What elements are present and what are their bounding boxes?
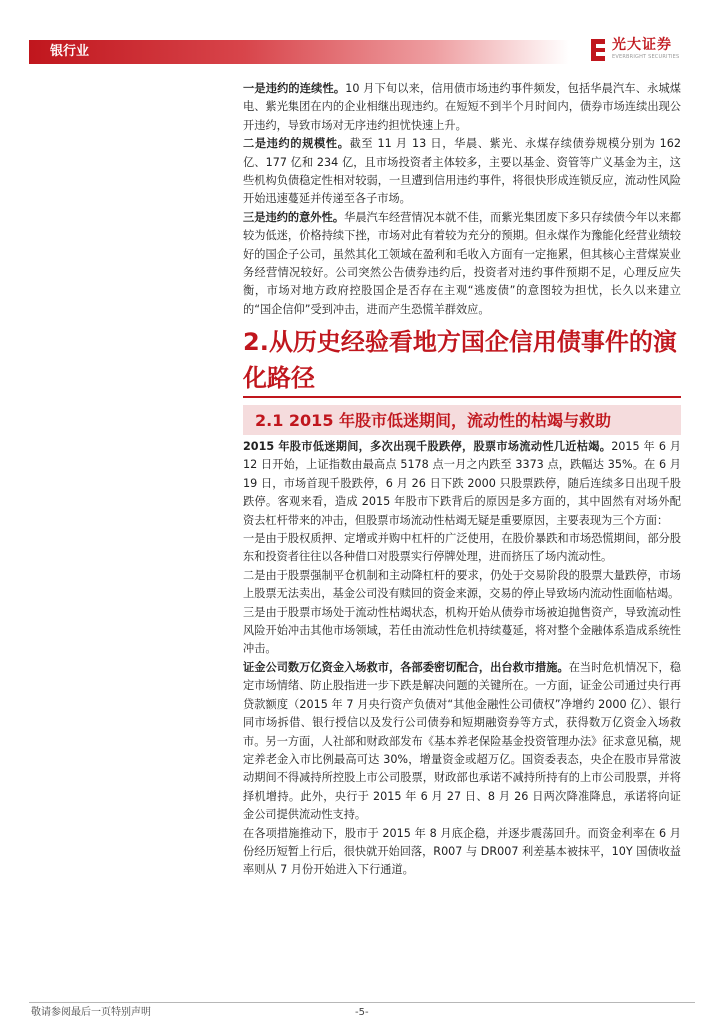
paragraph-lead: 三是违约的意外性。	[243, 210, 345, 224]
paragraph-2	[243, 135, 681, 209]
paragraph-text: 三是由于股票市场处于流动性枯竭状态，机构开始从债券市场被迫抛售资产，导致流动性风险开始冲击其他市场领域，若任由流动性危机持续蔓延，将对整个金融体系造成系统性冲击。	[243, 605, 681, 656]
sector-tag	[29, 40, 569, 64]
footer-disclaimer: 敬请参阅最后一页特别声明	[31, 1007, 151, 1018]
paragraph-text: 截至 11 月 13 日，华晨、紫光、永煤存续债券规模分别为 162 亿、177 亿和 234 亿，且市场投资者主体较多，主要以基金、资管等广义基金为主，这些机构负债稳定性相对较弱，一旦遭到信用违约事件，将很快形成连锁反应，流动性风险开始迅速蔓延并传递至各子市场。	[243, 137, 681, 206]
subsection-paragraphs	[243, 438, 681, 880]
paragraph-text: 2015 年 6 月 12 日开始，上证指数由最高点 5178 点一月之内跌至 3373 点，跌幅达 35%。在 6 月 19 日，市场首现千股跌停，6 月 26 日下跌 2000 只股票跌停，随后连续多日出现千股跌停。客观来看，造成 2015 年股市下跌背后的原因是多方面的，其中固然有对场外配资去杠杆带来的冲击，但股票市场流动性枯竭无疑是重要原因，主要表现为三个方面：	[243, 440, 681, 527]
paragraph-text: 10 月下旬以来，信用债市场违约事件频发，包括华晨汽车、永城煤电、紫光集团在内的企业相继出现违约。在短短不到半个月时间内，债券市场连续出现公开违约，导致市场对无序违约担忧快速上升。	[243, 82, 681, 132]
heading-rule	[243, 396, 681, 398]
sector-label: 银行业	[50, 44, 90, 59]
paragraph-4	[243, 438, 681, 530]
paragraph-9	[243, 825, 681, 880]
paragraph-text: 在各项措施推动下，股市于 2015 年 8 月底企稳，并逐步震荡回升。而资金利率在 6 月份经历短暂上行后，很快就开始回落，R007 与 DR007 利差基本被抹平，10Y 国债收益率则从 7 月份开始进入下行通道。	[243, 826, 681, 877]
footer-rule	[29, 1002, 695, 1003]
section-intro-paragraphs	[243, 80, 681, 319]
logo-text: 光大证券	[612, 37, 672, 53]
paragraph-6	[243, 567, 681, 604]
paragraph-3	[243, 209, 681, 319]
paragraph-8	[243, 659, 681, 825]
paragraph-lead: 二是违约的规模性。	[243, 137, 350, 151]
paragraph-lead: 证金公司数万亿资金入场救市，各部委密切配合，出台救市措施。	[243, 660, 569, 674]
logo-mark-notch-2	[596, 52, 605, 56]
section-heading: 2.从历史经验看地方国企信用债事件的演化路径	[243, 328, 677, 392]
logo-mark-notch	[596, 44, 605, 48]
subsection-heading: 2.1 2015 年股市低迷期间，流动性的枯竭与救助	[255, 411, 612, 430]
paragraph-7	[243, 604, 681, 659]
page-number: -5-	[355, 1007, 369, 1018]
paragraph-lead: 一是违约的连续性。	[243, 82, 346, 95]
logo-subtext: EVERBRIGHT SECURITIES	[612, 54, 680, 60]
paragraph-5	[243, 530, 681, 567]
logo-mark-block	[591, 39, 605, 61]
paragraph-text: 一是由于股权质押、定增或并购中杠杆的广泛使用，在股价暴跌和市场恐慌期间，部分股东和投资者往往以各种借口对股票实行停牌处理，进而挤压了场内流动性。	[243, 532, 681, 564]
paragraph-text: 在当时危机情况下，稳定市场情绪、防止股指进一步下跌是解决问题的关键所在。一方面，证金公司通过央行再贷款额度（2015 年 7 月央行资产负债对“其他金融性公司债权”净增约 2000 亿）、银行同市场拆借、银行授信以及发行公司债券和短期融资券等方式，获得数万亿资金入场救市。另一方面，人社部和财政部发布《基本养老保险基金投资管理办法》征求意见稿，规定养老金入市比例最高可达 30%，增量资金或超万亿。国资委表态，央企在股市异常波动期间不得减持所控股上市公司股票，财政部也承诺不减持所持有的上市公司股票，并将择机增持。此外，央行于 2015 年 6 月 27 日、8 月 26 日两次降准降息，承诺将向证金公司提供流动性支持。	[243, 660, 681, 822]
paragraph-lead: 2015 年股市低迷期间，多次出现千股跌停，股票市场流动性几近枯竭。	[243, 440, 612, 453]
paragraph-1	[243, 80, 681, 135]
paragraph-text: 二是由于股票强制平仓机制和主动降杠杆的要求，仍处于交易阶段的股票大量跌停，市场上股票无法卖出，基金公司没有赎回的资金来源，交易的停止导致场内流动性面临枯竭。	[243, 568, 681, 601]
paragraph-text: 华晨汽车经营情况本就不佳，而紫光集团废下多只存续债今年以来都较为低迷，价格持续下挫，市场对此有着较为充分的预期。但永煤作为豫能化经营业绩较好的国企子公司，虽然其化工领域在盈利和毛收入方面有一定拖累，但其核心主营煤炭业务经营情况较好。公司突然公告债券违约后，投资者对违约事件预期不足，心理反应失衡，市场对地方政府控股国企是否存在主观“逃废债”的意图较为担忧，长久以来建立的“国企信仰”受到冲击，进而产生恐慌羊群效应。	[243, 210, 681, 316]
